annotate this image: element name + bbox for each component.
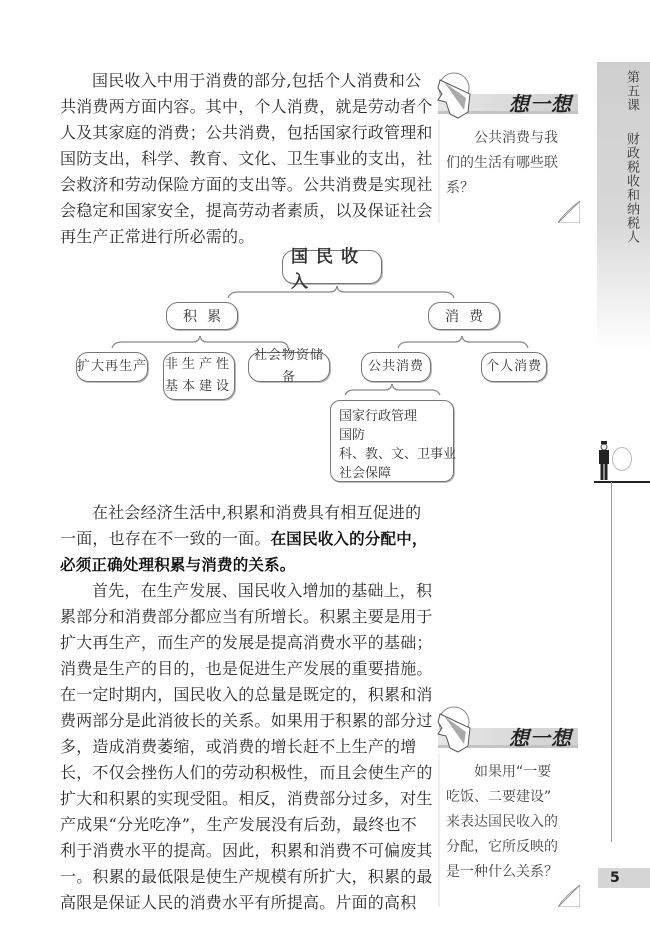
node-expanded-reproduction: 扩大再生产 [76,352,148,382]
think-question [438,754,578,907]
text-line: 共消费两方面内容。其中，个人消费，就是劳动者个 [60,97,433,116]
text-line: 长，不仅会挫伤人们的劳动积极性，而且会使生产的 [60,763,433,782]
question-line: 系？ [446,180,474,196]
node-line: 非生产性 [164,357,233,372]
text-line: 会稳定和国家安全，提高劳动者素质，以及保证社会 [60,201,433,220]
text-line: 利于消费水平的提高。因此，积累和消费不可偏废其 [60,841,433,860]
page-curl-icon [558,201,580,223]
text-emphasis: 必须正确处理积累与消费的关系。 [60,556,296,574]
text-line: 在社会经济生活中,积累和消费具有相互促进的 [92,503,422,522]
think-title: 想一想 [509,726,572,750]
question-line: 分配，它所反映的 [446,839,558,855]
paragraph-accumulation-consumption [60,500,428,578]
question-line: 公共消费与我 [474,130,558,146]
margin-rule [594,481,650,483]
paragraph-public-consumption [60,68,433,250]
question-line: 如果用“一要 [474,764,552,780]
text-line: 国防支出，科学、教育、文化、卫生事业的支出，社 [60,149,433,168]
text-emphasis: 在国民收入的分配中， [270,530,428,548]
node-social-reserves: 社会物资储备 [248,352,330,382]
question-line: 来表达国民收入的 [446,814,558,830]
chapter-sidebar [597,62,650,352]
think-box-1 [430,72,580,223]
text-line: 多，造成消费萎缩，或消费的增长赶不上生产的增 [60,737,417,756]
think-question [438,120,578,223]
list-item: 国防 [339,428,366,443]
text-line: 消费是生产的目的，也是促进生产发展的重要措施。 [60,659,433,678]
paragraph-first-point [60,578,433,916]
text-line: 扩大和积累的实现受阻。相反，消费部分过多，对生 [60,789,433,808]
question-line: 吃饭、二要建设” [446,789,552,805]
node-personal-consumption: 个人消费 [481,352,547,382]
text-line [60,526,428,552]
text-line: 费两部分是此消彼长的关系。如果用于积累的部分过 [60,711,433,730]
node-public-consumption-items [330,400,457,482]
sidebar-heading [597,70,650,244]
node-nonproductive-construction [163,352,235,400]
text-line: 会救济和劳动保险方面的支出等。公共消费是实现社 [60,175,433,194]
text-line: 再生产正常进行所必需的。 [60,227,255,246]
node-public-consumption: 公共消费 [361,352,431,382]
text-line: 高限是保证人民的消费水平有所提高。片面的高积 [60,893,417,912]
text-line: 扩大再生产，而生产的发展是提高消费水平的基础； [60,633,433,652]
think-box-2 [430,706,580,907]
tax-emblem-icon [612,447,632,471]
text-line: 在一定时期内，国民收入的总量是既定的，积累和消 [60,685,433,704]
list-item: 社会保障 [339,466,392,481]
thinking-head-icon [430,706,480,754]
question-line: 是一种什么关系？ [446,864,558,880]
node-line: 基本建设 [164,379,233,394]
question-line: 们的生活有哪些联 [446,155,558,171]
node-national-income: 国民收入 [282,250,382,284]
uniformed-officer-icon [598,441,610,481]
text-normal: 一面，也存在不一致的一面。 [60,529,271,548]
text-line: 首先，在生产发展、国民收入增加的基础上，积 [92,581,433,600]
list-item: 科、教、文、卫事业 [339,447,457,462]
list-item: 国家行政管理 [339,409,418,424]
text-line: 人及其家庭的消费；公共消费，包括国家行政管理和 [60,123,433,142]
page-number: 5 [598,868,650,888]
node-accumulation: 积累 [166,302,238,330]
text-line: 一。积累的最低限是使生产规模有所扩大，积累的最 [60,867,433,886]
think-title: 想一想 [509,92,572,116]
text-line: 产成果“分光吃净”，生产发展没有后劲，最终也不 [60,815,417,834]
sidebar-lesson: 第五课 [624,70,639,112]
margin-line [611,482,612,842]
text-line: 国民收入中用于消费的部分,包括个人消费和公 [92,71,422,90]
text-line: 累部分和消费部分都应当有所增长。积累主要是用于 [60,607,433,626]
sidebar-title: 财政税收和纳税人 [624,132,639,244]
page-curl-icon [558,885,580,907]
node-consumption: 消费 [428,302,500,330]
thinking-head-icon [430,72,480,120]
